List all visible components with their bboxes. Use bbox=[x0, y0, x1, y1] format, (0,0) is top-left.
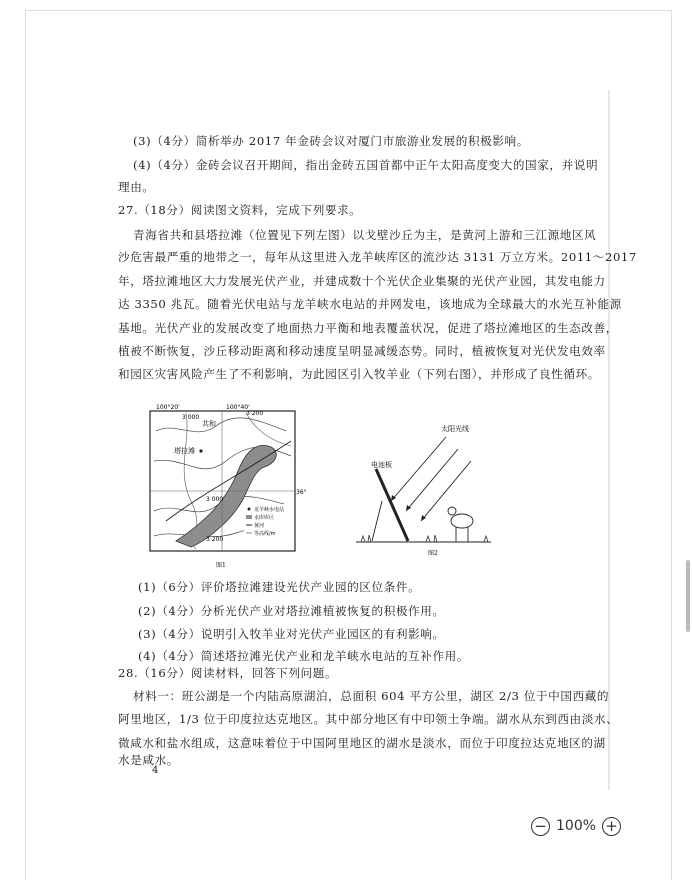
question-line: (4)（4分）简述塔拉滩光伏产业和龙羊峡水电站的互补作用。 bbox=[138, 649, 470, 663]
text-line: 沙危害最严重的地带之一，每年从这里进入龙羊峡库区的流沙达 3131 万立方米。2011～2017 bbox=[118, 250, 637, 264]
legend-item: 水库库区 bbox=[254, 515, 275, 521]
text-line: 达 3350 兆瓦。随着光伏电站与龙羊峡水电站的并网发电，该地成为全球最大的水光互补能源 bbox=[118, 297, 622, 311]
text-line: 植被不断恢复，沙丘移动距离和移动速度呈明显减缓态势。同时，植被恢复对光伏发电效率 bbox=[118, 344, 606, 358]
page-edge bbox=[608, 90, 610, 790]
text-line: 微咸水和盐水组成，这意味着位于中国阿里地区的湖水是淡水，而位于印度拉达克地区的湖 bbox=[118, 736, 606, 750]
zoom-control bbox=[531, 813, 621, 839]
legend-item: 龙羊峡水电站 bbox=[254, 507, 285, 513]
scrollbar-thumb[interactable] bbox=[686, 560, 690, 632]
question-line: (2)（4分）分析光伏产业对塔拉滩植被恢复的积极作用。 bbox=[138, 604, 445, 618]
lat-label: 36° bbox=[296, 489, 307, 496]
legend-item: 黄河 bbox=[254, 523, 265, 529]
place-label: 塔拉滩 bbox=[174, 447, 195, 455]
plus-icon: + bbox=[605, 816, 618, 835]
contour-label: 3 200 bbox=[206, 536, 224, 543]
question-line: (1)（6分）评价塔拉滩建设光伏产业园的区位条件。 bbox=[138, 580, 421, 594]
text-line: (4)（4分）金砖会议召开期间，指出金砖五国首都中正午太阳高度变大的国家，并说明 bbox=[133, 158, 599, 172]
legend-item: 等高线/m bbox=[254, 531, 276, 537]
zoom-out-button[interactable] bbox=[531, 817, 550, 836]
figure2-diagram bbox=[356, 424, 491, 557]
text-line: (3)（4分）简析举办 2017 年金砖会议对厦门市旅游业发展的积极影响。 bbox=[133, 134, 529, 148]
figure-caption: 图1 bbox=[216, 562, 226, 569]
panel-label: 电池板 bbox=[371, 461, 392, 469]
minus-icon: − bbox=[534, 816, 547, 835]
zoom-in-button[interactable] bbox=[602, 817, 621, 836]
text-line: 水是咸水。 bbox=[118, 753, 179, 767]
text-line: 青海省共和县塔拉滩（位置见下列左图）以戈壁沙丘为主，是黄河上游和三江源地区风 bbox=[133, 228, 597, 242]
figure-caption: 图2 bbox=[428, 550, 438, 557]
text-line: 理由。 bbox=[118, 180, 155, 194]
zoom-level: 100% bbox=[556, 818, 597, 834]
sunlight-label: 太阳光线 bbox=[441, 425, 469, 433]
contour-label: 3 000 bbox=[206, 496, 224, 503]
text-line: 27.（18分）阅读图文资料，完成下列要求。 bbox=[118, 203, 362, 217]
lon-label: 100°20' bbox=[156, 404, 180, 411]
contour-label: 3 000 bbox=[182, 414, 200, 421]
text-line: 材料一：班公湖是一个内陆高原湖泊，总面积 604 平方公里，湖区 2/3 位于中国西藏的 bbox=[133, 689, 610, 703]
text-line: 年，塔拉滩地区大力发展光伏产业，并建成数十个光伏企业集聚的光伏产业园，其发电能力 bbox=[118, 274, 606, 288]
text-line: 和园区灾害风险产生了不利影响，为此园区引入牧羊业（下列右图），并形成了良性循环。 bbox=[118, 367, 600, 381]
lon-label: 100°40' bbox=[226, 404, 250, 411]
text-line: 基地。光伏产业的发展改变了地面热力平衡和地表覆盖状况，促进了塔拉滩地区的生态改善， bbox=[118, 321, 618, 335]
text-line: 28.（16分）阅读材料，回答下列问题。 bbox=[118, 666, 338, 680]
figure1-map bbox=[150, 404, 307, 569]
figure-maps bbox=[146, 401, 496, 571]
place-label: 共和 bbox=[202, 420, 216, 428]
contour-label: 3 200 bbox=[246, 410, 264, 417]
text-line: 阿里地区，1/3 位于印度拉达克地区。其中部分地区有中印领土争端。湖水从东到西由淡水、 bbox=[118, 712, 619, 726]
page-number: 4 bbox=[152, 765, 159, 776]
question-line: (3)（4分）说明引入牧羊业对光伏产业园区的有利影响。 bbox=[138, 627, 445, 641]
